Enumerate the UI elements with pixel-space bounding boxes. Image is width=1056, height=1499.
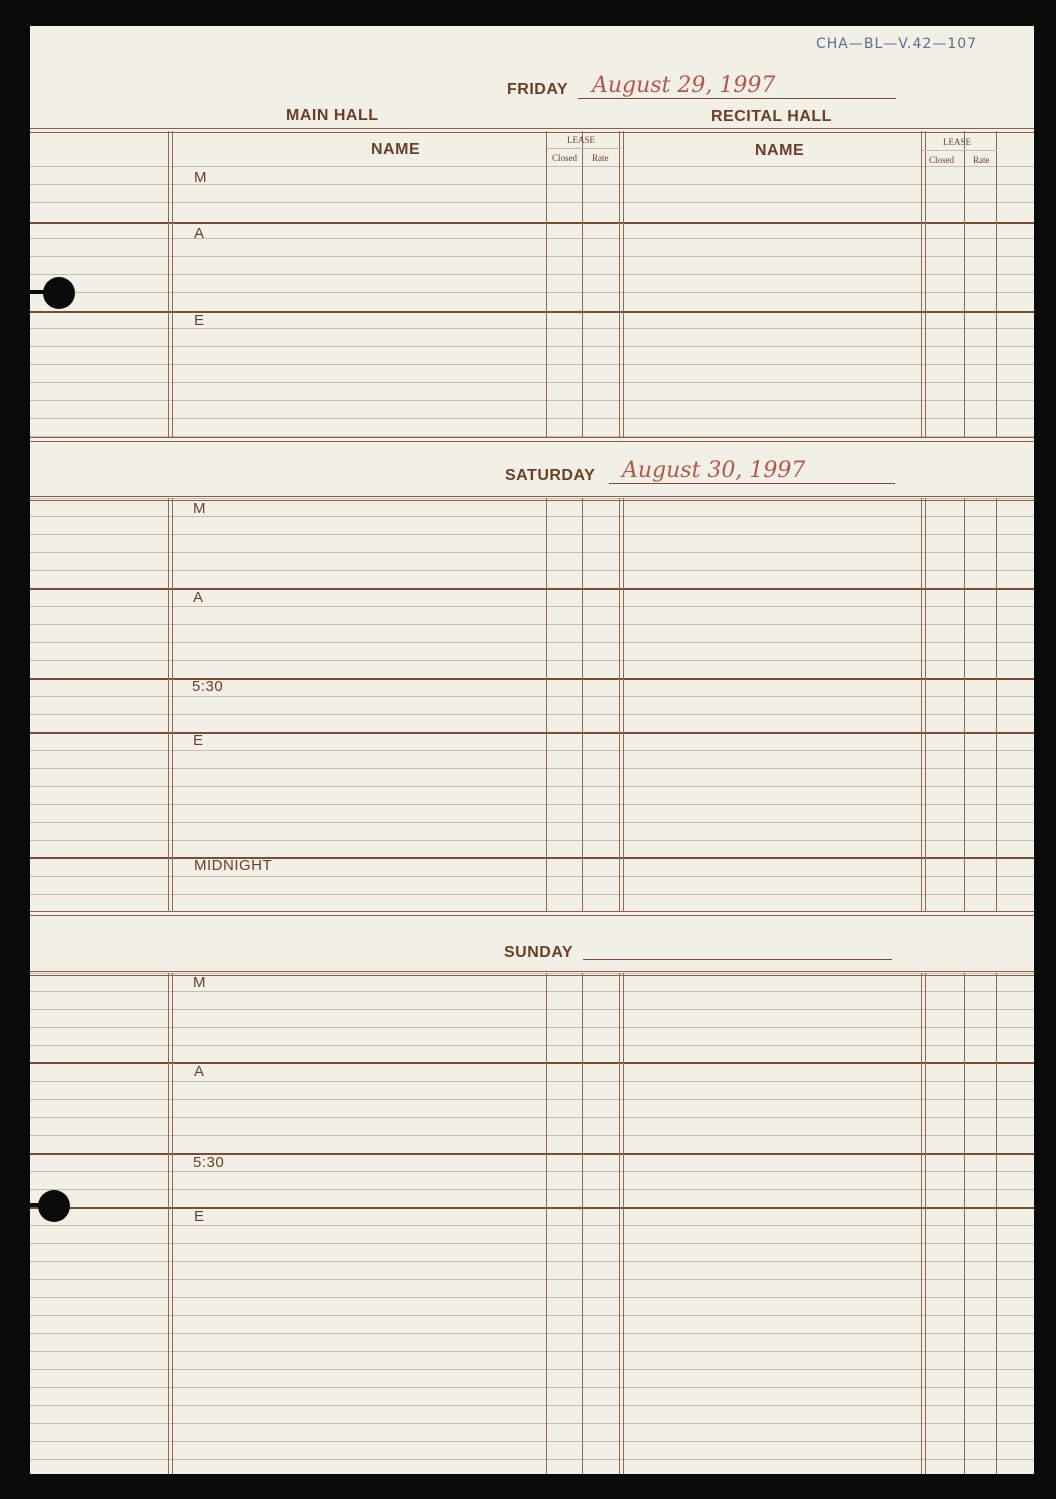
column-divider [619,131,624,438]
ruled-line [30,804,1034,805]
ruled-line [30,534,1034,535]
recital-rate-header: Rate [973,155,990,165]
ruled-line [30,1459,1034,1460]
sunday-slot-evening: E [194,1208,205,1225]
ruled-line [30,1135,1034,1136]
column-divider [996,498,997,912]
ruled-line [30,1081,1034,1082]
lease-subheader-rule [922,150,997,151]
ruled-line [30,382,1034,383]
date-line-saturday [609,483,895,484]
sunday-slot-530: 5:30 [193,1154,225,1171]
ruled-line [30,1189,1034,1190]
column-divider [921,973,926,1474]
recital-name-header: NAME [755,142,805,159]
ruled-line [30,1279,1034,1280]
column-divider [546,973,547,1474]
ruled-line [30,840,1034,841]
ruled-line [30,570,1034,571]
ruled-line [30,750,1034,751]
column-divider [582,498,583,912]
sunday-slot-afternoon: A [194,1063,205,1080]
ruled-line [30,1369,1034,1370]
binder-hole-upper [43,277,75,309]
column-divider [168,498,173,912]
ruled-line [30,1045,1034,1046]
column-divider [996,973,997,1474]
ruled-line [30,768,1034,769]
ruled-line [30,1315,1034,1316]
ruled-line [30,1297,1034,1298]
ruled-line [30,1441,1034,1442]
ruled-line [30,184,1034,185]
column-divider [619,973,624,1474]
ruled-line [30,786,1034,787]
ruled-line [30,346,1034,347]
ruled-line [30,364,1034,365]
day-label-sunday: SUNDAY [504,944,574,961]
time-divider-line [30,857,1034,859]
day-label-saturday: SATURDAY [505,467,596,484]
friday-slot-evening: E [194,312,205,329]
ruled-line [30,642,1034,643]
ruled-line [30,418,1034,419]
column-divider [168,131,173,438]
column-divider [619,498,624,912]
date-line-sunday [583,959,892,960]
block-bottom-rule [30,437,1034,442]
main-closed-header: Closed [552,153,578,163]
ruled-line [30,1027,1034,1028]
ruled-line [30,1009,1034,1010]
time-divider-line [30,732,1034,734]
header-bottom-rule [30,166,1034,167]
schedule-sheet [30,26,1034,1474]
time-divider-line [30,1207,1034,1209]
column-divider [546,131,547,438]
ruled-line [30,1117,1034,1118]
binder-hole-lower [38,1190,70,1222]
ruled-line [30,328,1034,329]
time-divider-line [30,222,1034,224]
column-divider [168,973,173,1474]
date-saturday: August 30, 1997 [622,458,806,483]
lease-subheader-rule [547,148,621,149]
date-friday: August 29, 1997 [592,73,776,98]
friday-slot-afternoon: A [194,225,205,242]
saturday-slot-morning: M [193,500,206,517]
recital-hall-heading: RECITAL HALL [711,108,832,125]
block-top-rule [30,971,1034,976]
time-divider-line [30,311,1034,313]
sunday-slot-morning: M [193,974,206,991]
ruled-line [30,1333,1034,1334]
recital-lease-header: LEASE [943,137,971,147]
reference-number: CHA—BL—V.42—107 [816,36,978,52]
ruled-line [30,552,1034,553]
saturday-slot-evening: E [193,732,204,749]
ruled-line [30,714,1034,715]
ruled-line [30,1099,1034,1100]
column-divider [996,131,997,438]
time-divider-line [30,678,1034,680]
main-rate-header: Rate [592,153,609,163]
ruled-line [30,238,1034,239]
ruled-line [30,1423,1034,1424]
main-hall-heading: MAIN HALL [286,107,379,124]
date-line-friday [578,98,896,99]
ruled-line [30,292,1034,293]
time-divider-line [30,1153,1034,1155]
column-divider [964,498,965,912]
ruled-line [30,1225,1034,1226]
ruled-line [30,991,1034,992]
ruled-line [30,274,1034,275]
ruled-line [30,516,1034,517]
time-divider-line [30,1062,1034,1064]
column-divider [964,131,965,438]
column-divider [582,973,583,1474]
saturday-slot-530: 5:30 [192,678,224,695]
ruled-line [30,696,1034,697]
column-divider [546,498,547,912]
ruled-line [30,256,1034,257]
ruled-line [30,876,1034,877]
saturday-slot-afternoon: A [193,589,204,606]
ruled-line [30,1405,1034,1406]
column-divider [964,973,965,1474]
ruled-line [30,624,1034,625]
block-bottom-rule [30,911,1034,916]
ruled-line [30,1261,1034,1262]
ruled-line [30,202,1034,203]
ruled-line [30,400,1034,401]
friday-slot-morning: M [194,169,207,186]
block-top-rule [30,496,1034,501]
ruled-line [30,606,1034,607]
day-label-friday: FRIDAY [507,81,569,98]
ruled-line [30,1243,1034,1244]
ruled-line [30,1351,1034,1352]
column-divider [921,131,926,438]
main-name-header: NAME [371,141,421,158]
ruled-line [30,660,1034,661]
recital-closed-header: Closed [929,155,955,165]
header-rule [30,128,1034,133]
ruled-line [30,1171,1034,1172]
time-divider-line [30,588,1034,590]
ruled-line [30,894,1034,895]
saturday-slot-midnight: MIDNIGHT [194,857,273,874]
column-divider [921,498,926,912]
ruled-line [30,1387,1034,1388]
ruled-line [30,822,1034,823]
main-lease-header: LEASE [567,135,595,145]
column-divider [582,131,583,438]
